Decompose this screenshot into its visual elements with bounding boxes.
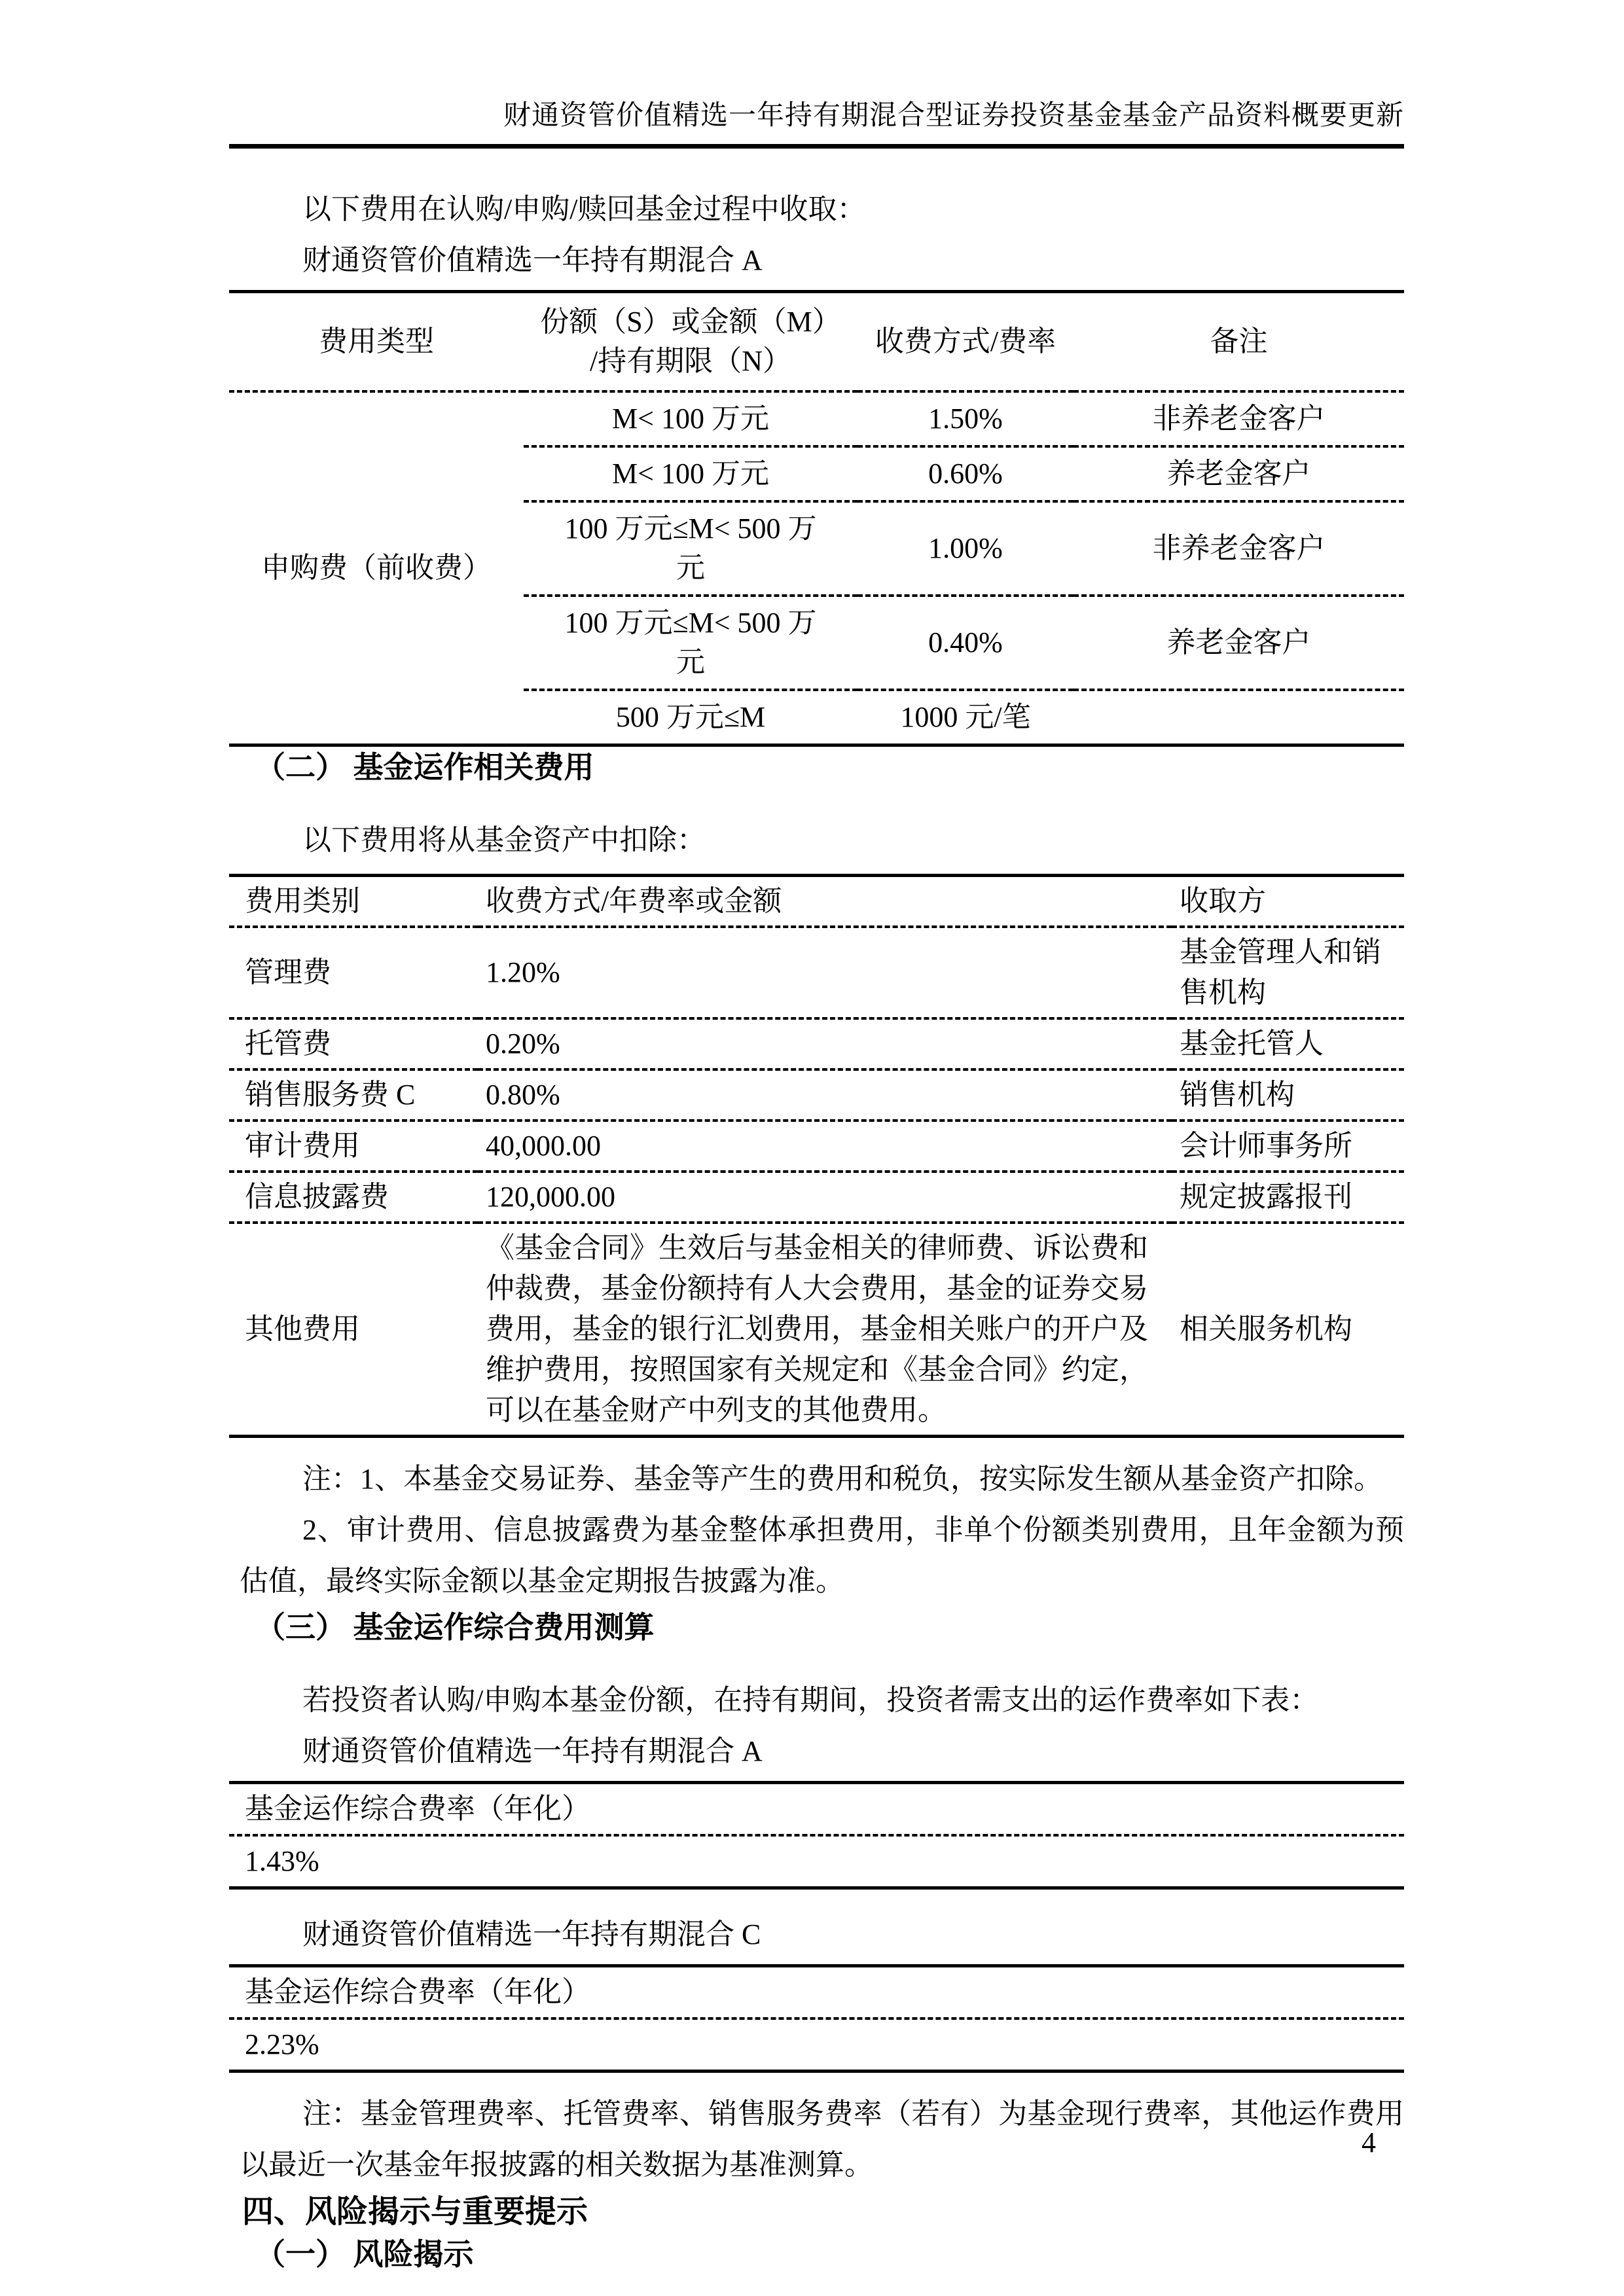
note-cell: 非养老金客户 (1074, 501, 1404, 596)
composite-rate-table-c (229, 1964, 1404, 2073)
col-header-amount: 份额（S）或金额（M） /持有期限（N） (524, 292, 857, 392)
fee-category-cell: 信息披露费 (229, 1172, 478, 1223)
range-cell: M< 100 万元 (524, 446, 857, 501)
section-2-intro: 以下费用将从基金资产中扣除： (302, 824, 706, 856)
composite-rate-value-row (229, 1835, 1404, 1888)
fee-category-cell: 审计费用 (229, 1121, 478, 1172)
note-cell: 养老金客户 (1074, 446, 1404, 501)
receiver-cell: 规定披露报刊 (1172, 1172, 1404, 1223)
range-cell: 100 万元≤M< 500 万 元 (524, 596, 857, 690)
receiver-cell: 基金托管人 (1172, 1018, 1404, 1069)
rate-cell: 1.00% (857, 501, 1074, 596)
section-4-1-heading: （一） 风险揭示 (255, 2238, 474, 2271)
subscription-fee-table (229, 290, 1404, 747)
composite-rate-table-a (229, 1781, 1404, 1890)
table-row (229, 1018, 1404, 1069)
subscription-table-header-row (229, 292, 1404, 392)
rate-cell: 1000 元/笔 (900, 701, 1031, 733)
rate-cell: 0.20% (478, 1018, 1172, 1069)
col-header-rate: 收费方式/费率 (857, 292, 1074, 392)
table-row (229, 1121, 1404, 1172)
rate-cell: 120,000.00 (478, 1172, 1172, 1223)
fund-class-a-label-top: 财通资管价值精选一年持有期混合 A (302, 244, 763, 276)
range-cell: M< 100 万元 (524, 391, 857, 446)
receiver-cell: 销售机构 (1172, 1069, 1404, 1121)
range-cell: 100 万元≤M< 500 万 元 (524, 501, 857, 596)
section-2-heading: （二） 基金运作相关费用 (255, 751, 594, 784)
table-row (229, 1069, 1404, 1121)
fees-intro-line: 以下费用在认购/申购/赎回基金过程中收取： (302, 193, 866, 225)
rate-cell: 40,000.00 (478, 1121, 1172, 1172)
section-3-intro: 若投资者认购/申购本基金份额，在持有期间，投资者需支出的运作费率如下表： (302, 1684, 1319, 1716)
table-row (229, 1172, 1404, 1223)
section-3-heading: （三） 基金运作综合费用测算 (255, 1611, 655, 1644)
other-fees-description-cell: 《基金合同》生效后与基金相关的律师费、诉讼费和仲裁费，基金份额持有人大会费用，基金的证券交易费用，基金的银行汇划费用，基金相关账户的开户及维护费用，按照国家有关规定和《基金合同》约定，可以在基金财产中列支的其他费用。 (486, 1232, 1148, 1426)
fee-category-cell: 其他费用 (245, 1313, 360, 1345)
fee-type-cell: 申购费（前收费） (229, 391, 524, 745)
rate-cell: 0.80% (478, 1069, 1172, 1121)
table-row (229, 927, 1404, 1018)
fee-category-cell: 管理费 (229, 927, 478, 1018)
composite-rate-header-row (229, 1783, 1404, 1836)
operating-fee-note-2: 2、审计费用、信息披露费为基金整体承担费用，非单个份额类别费用，且年金额为预估值，最终实际金额以基金定期报告披露为准。 (240, 1514, 1404, 1597)
rate-cell: 0.40% (857, 596, 1074, 690)
receiver-cell: 相关服务机构 (1180, 1313, 1352, 1345)
note-cell: 非养老金客户 (1074, 391, 1404, 446)
fee-category-cell: 销售服务费 C (229, 1069, 478, 1121)
composite-rate-value: 2.23% (245, 2028, 319, 2060)
composite-rate-label: 基金运作综合费率（年化） (229, 1783, 1404, 1836)
rate-cell: 1.50% (857, 391, 1074, 446)
operating-fee-note-1: 注：1、本基金交易证券、基金等产生的费用和税负，按实际发生额从基金资产扣除。 (302, 1463, 1382, 1495)
col-header-fee-type: 费用类型 (229, 292, 524, 392)
note-cell (1074, 690, 1404, 745)
col-header-note: 备注 (1074, 292, 1404, 392)
rate-cell: 0.60% (857, 446, 1074, 501)
receiver-cell: 会计师事务所 (1172, 1121, 1404, 1172)
composite-rate-label: 基金运作综合费率（年化） (229, 1966, 1404, 2019)
fund-class-c-label: 财通资管价值精选一年持有期混合 C (302, 1918, 761, 1950)
section-4-heading: 四、风险揭示与重要提示 (242, 2195, 588, 2229)
operating-table-header-row (229, 876, 1404, 927)
document-header-title: 财通资管价值精选一年持有期混合型证券投资基金基金产品资料概要更新 (503, 101, 1404, 131)
composite-rate-value-row (229, 2018, 1404, 2072)
document-content (229, 0, 1404, 2276)
col-header-rate-amount: 收费方式/年费率或金额 (478, 876, 1172, 927)
table-row-other-fees (229, 1223, 1404, 1437)
receiver-cell: 基金管理人和销售机构 (1172, 927, 1404, 1018)
range-cell: 500 万元≤M (615, 701, 766, 733)
note-cell: 养老金客户 (1074, 596, 1404, 690)
composite-rate-value: 1.43% (245, 1845, 319, 1877)
composite-rate-header-row (229, 1966, 1404, 2019)
fund-class-a-label: 财通资管价值精选一年持有期混合 A (302, 1735, 763, 1767)
fee-category-cell: 托管费 (229, 1018, 478, 1069)
composite-rate-note: 注：基金管理费率、托管费率、销售服务费率（若有）为基金现行费率，其他运作费用以最近一次基金年报披露的相关数据为基准测算。 (240, 2098, 1404, 2181)
col-header-receiver: 收取方 (1172, 876, 1404, 927)
page-number: 4 (1362, 2126, 1376, 2159)
col-header-fee-category: 费用类别 (229, 876, 478, 927)
header-rule (229, 144, 1404, 149)
table-row (229, 391, 1404, 446)
operating-fee-table (229, 874, 1404, 1438)
rate-cell: 1.20% (478, 927, 1172, 1018)
